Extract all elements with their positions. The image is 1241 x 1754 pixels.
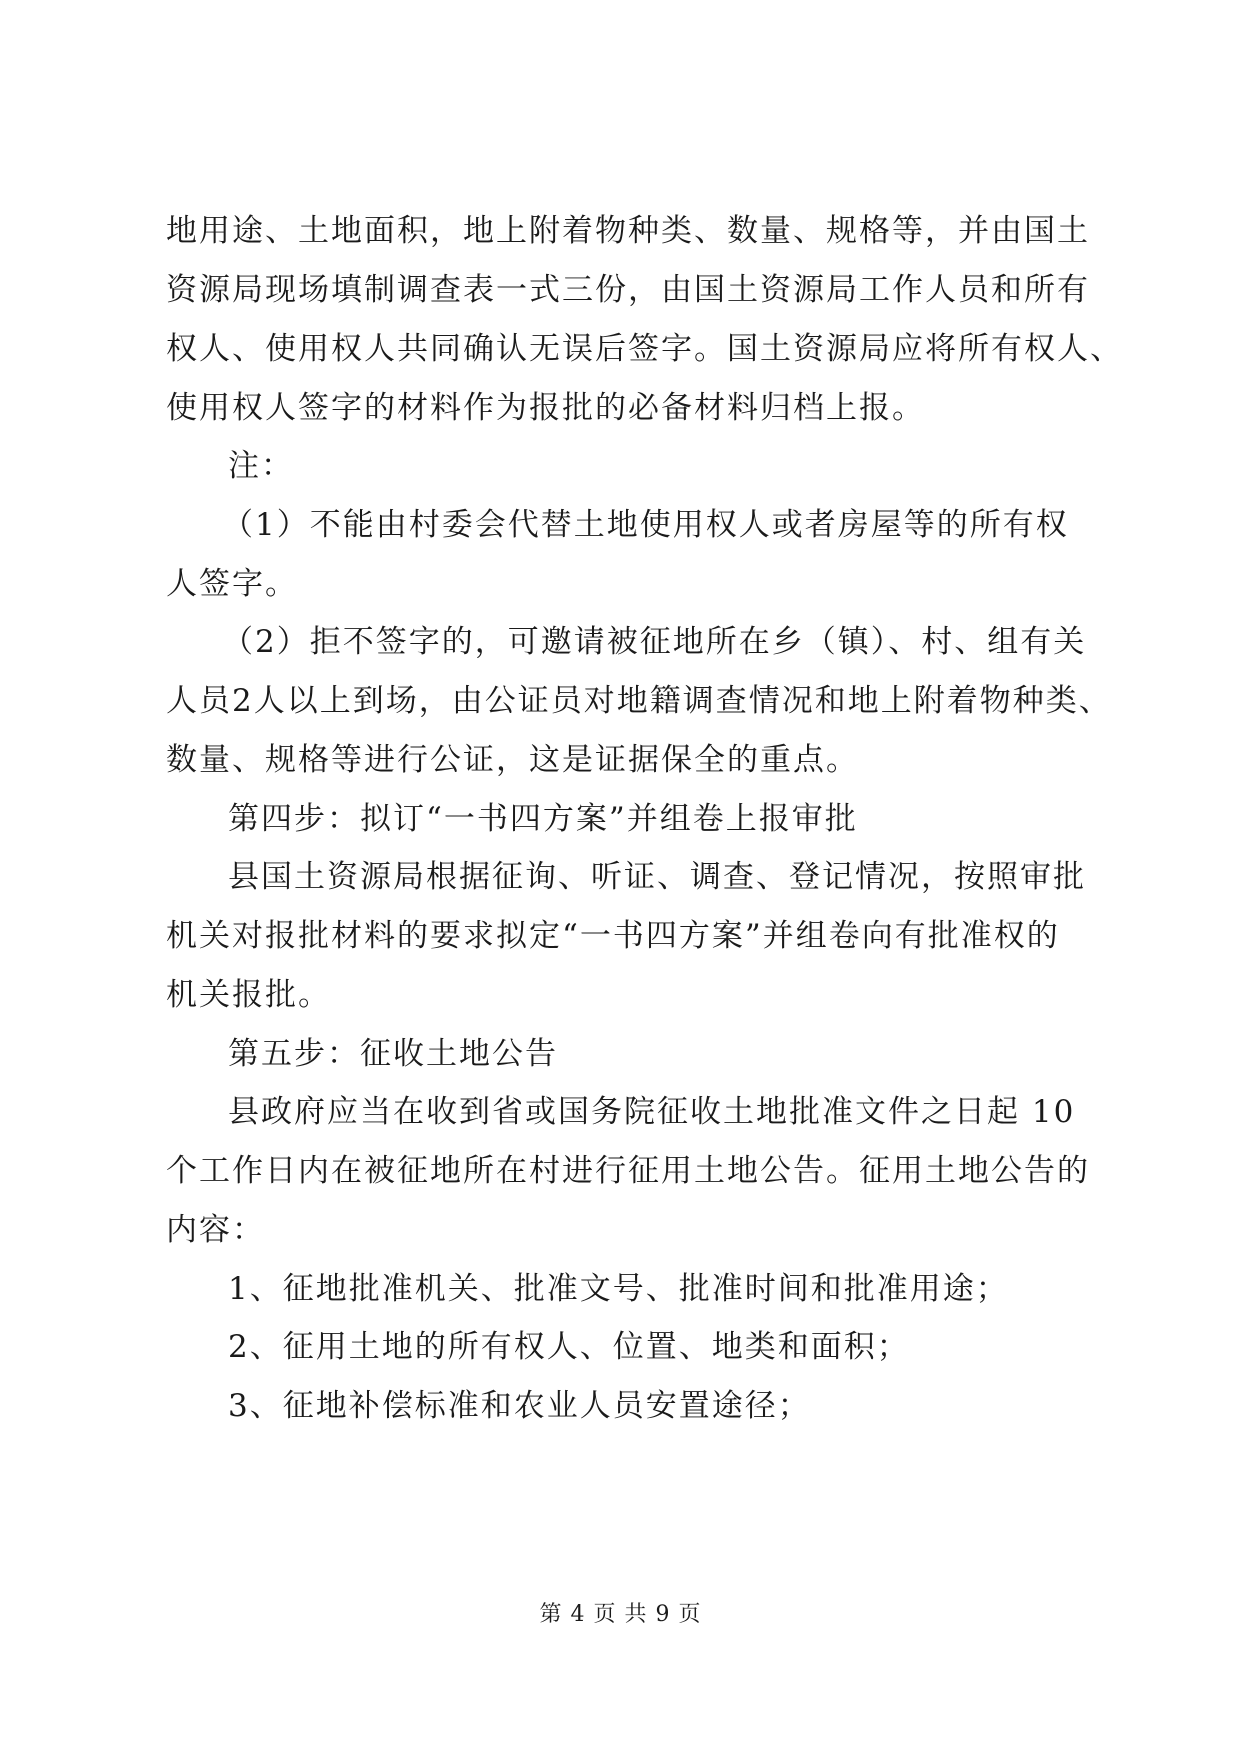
body-text-line: 机关报批。 [166, 977, 331, 1013]
body-text-line: 县政府应当在收到省或国务院征收土地批准文件之日起 10 [228, 1094, 1076, 1130]
note-item-2-line: （2）拒不签字的，可邀请被征地所在乡（镇）、村、组有关 [222, 624, 1087, 660]
body-text-line: 权人、使用权人共同确认无误后签字。国土资源局应将所有权人、 [166, 331, 1123, 367]
page-number: 第 4 页 共 9 页 [539, 1602, 702, 1627]
note-heading: 注： [228, 448, 294, 484]
list-item: 2、征用土地的所有权人、位置、地类和面积； [228, 1329, 910, 1365]
note-item-1-line: 人签字。 [166, 566, 298, 602]
list-item: 1、征地批准机关、批准文号、批准时间和批准用途； [228, 1271, 1009, 1307]
body-text-line: 资源局现场填制调查表一式三份，由国土资源局工作人员和所有 [166, 272, 1090, 308]
body-text-line: 内容： [166, 1212, 265, 1248]
body-text-line: 机关对报批材料的要求拟定“一书四方案”并组卷向有批准权的 [166, 918, 1060, 954]
note-item-2-line: 数量、规格等进行公证，这是证据保全的重点。 [166, 742, 859, 778]
list-item: 3、征地补偿标准和农业人员安置途径； [228, 1388, 811, 1424]
note-item-2-line: 人员2人以上到场，由公证员对地籍调查情况和地上附着物种类、 [166, 683, 1112, 719]
body-text-line: 县国土资源局根据征询、听证、调查、登记情况，按照审批 [228, 859, 1086, 895]
body-text-line: 使用权人签字的材料作为报批的必备材料归档上报。 [166, 390, 925, 426]
body-text-line: 个工作日内在被征地所在村进行征用土地公告。征用土地公告的 [166, 1153, 1090, 1189]
body-text-line: 地用途、土地面积，地上附着物种类、数量、规格等，并由国土 [166, 213, 1090, 249]
step-five-heading: 第五步：征收土地公告 [228, 1036, 558, 1072]
step-four-heading: 第四步：拟订“一书四方案”并组卷上报审批 [228, 801, 858, 837]
note-item-1-line: （1）不能由村委会代替土地使用权人或者房屋等的所有权 [222, 507, 1069, 543]
